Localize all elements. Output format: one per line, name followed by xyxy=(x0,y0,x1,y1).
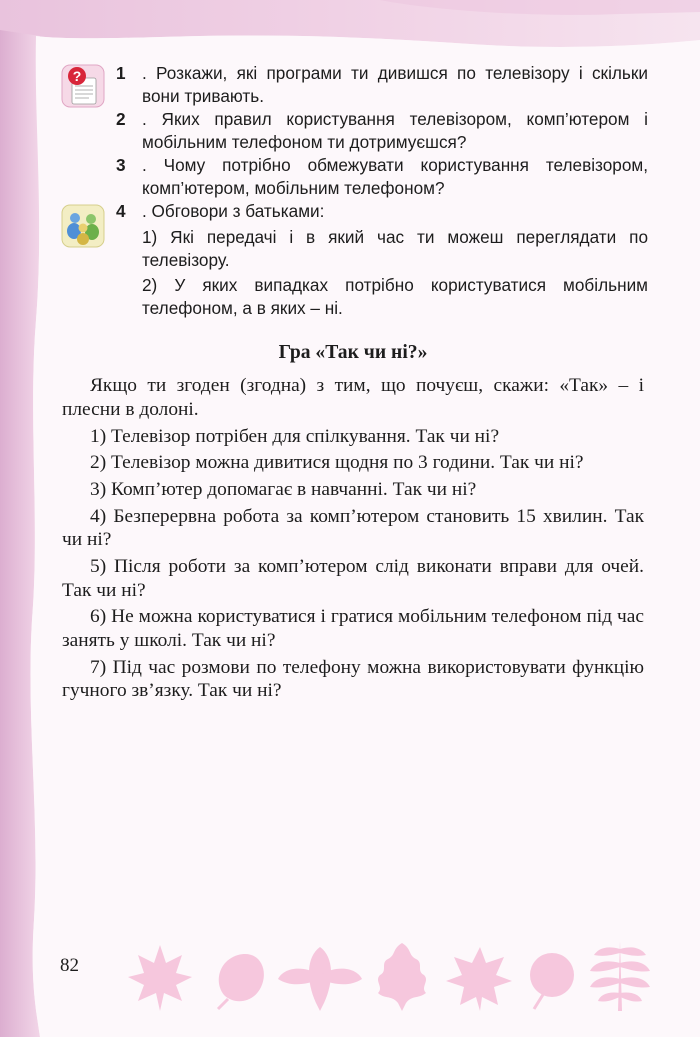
question-text: . Обговори з батьками: xyxy=(142,201,325,221)
game-item-text: Під час розмови по телефону можна використовувати функцію гучного зв’язку. Так чи ні? xyxy=(62,656,644,702)
sub-question: 2) У яких випадках потрібно користуватися мобільним телефоном, а в яких – ні. xyxy=(142,275,648,318)
questions-list xyxy=(116,62,648,322)
game-item xyxy=(62,451,644,474)
game-item-number: 7) xyxy=(90,656,107,678)
game-intro: Якщо ти згоден (згодна) з тим, що почуєш, скажи: «Так» – і плесни в долоні. xyxy=(62,375,644,420)
game-item-text: Телевізор потрібен для спілкування. Так чи ні? xyxy=(111,425,500,447)
game-section xyxy=(62,341,644,706)
page-number: 82 xyxy=(60,955,79,976)
sub-question: 1) Які передачі і в який час ти можеш переглядати по телевізору. xyxy=(142,227,648,270)
game-item-text: Не можна користуватися і гратися мобільним телефоном під час занять у школі. Так чи ні? xyxy=(62,606,644,651)
question-item xyxy=(116,62,648,108)
svg-text:?: ? xyxy=(72,68,82,84)
question-number: 1 xyxy=(116,63,126,83)
game-item-text: Комп’ютер допомагає в навчанні. Так чи ні? xyxy=(111,479,477,501)
game-item-number: 6) xyxy=(90,606,107,628)
game-item xyxy=(62,478,644,501)
discussion-people-icon xyxy=(61,204,105,248)
game-item xyxy=(62,656,644,703)
game-item-text: Безперервна робота за комп’ютером становить 15 хвилин. Так чи ні? xyxy=(62,506,644,551)
question-number: 2 xyxy=(116,109,126,129)
game-item-text: Телевізор можна дивитися щодня по 3 години. Так чи ні? xyxy=(111,452,584,474)
game-item-number: 4) xyxy=(90,506,107,527)
question-item xyxy=(116,200,648,320)
game-item xyxy=(62,555,644,602)
question-number: 3 xyxy=(116,155,126,175)
game-item-text: Після роботи за комп’ютером слід виконати вправи для очей. Так чи ні? xyxy=(62,556,644,601)
game-item xyxy=(62,425,644,448)
game-item xyxy=(62,505,644,552)
question-item xyxy=(116,108,648,154)
game-item-number: 5) xyxy=(90,556,107,578)
sub-question-list xyxy=(142,226,648,320)
leaf-decoration-icon xyxy=(120,935,660,1013)
game-item-number: 3) xyxy=(90,479,107,501)
game-item-number: 2) xyxy=(90,452,107,474)
question-text: . Розкажи, які програми ти дивишся по телевізору і скільки вони тривають. xyxy=(142,63,648,106)
game-title: Гра «Так чи ні?» xyxy=(278,342,428,363)
question-item xyxy=(116,154,648,200)
question-number: 4 xyxy=(116,201,126,221)
question-text: . Чому потрібно обмежувати користування телевізором, комп’ютером, мобільним телефоном? xyxy=(142,155,648,198)
game-item xyxy=(62,605,644,652)
question-card-icon xyxy=(61,64,105,108)
game-item-number: 1) xyxy=(90,425,107,447)
question-text: . Яких правил користування телевізором, комп’ютером і мобільним телефоном ти дотримуєшся? xyxy=(142,109,648,152)
